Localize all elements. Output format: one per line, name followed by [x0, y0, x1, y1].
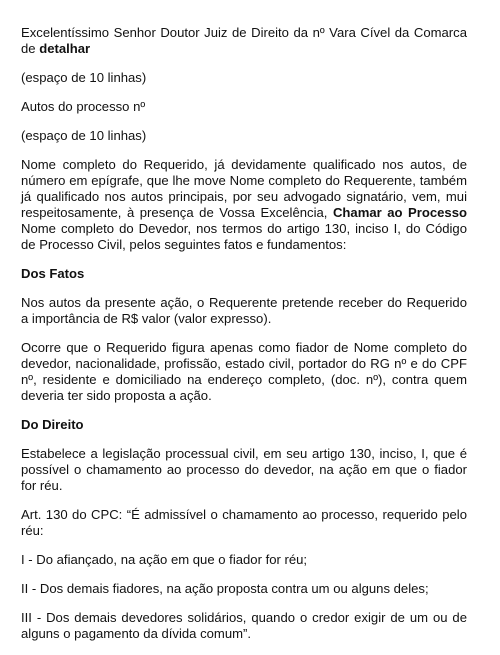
facts-heading: Dos Fatos — [21, 266, 85, 281]
blank-space-note: (espaço de 10 linhas) — [21, 70, 147, 85]
intro-paragraph — [21, 157, 467, 253]
law-heading: Do Direito — [21, 417, 84, 432]
court-address-text: Excelentíssimo Senhor Doutor Juiz de Direito da nº Vara Cível da Comarca de — [21, 25, 467, 56]
law-item: I - Do afiançado, na ação em que o fiador for réu; — [21, 552, 308, 567]
court-address-placeholder: detalhar — [39, 41, 91, 56]
facts-paragraph: Nos autos da presente ação, o Requerente pretende receber do Requerido a importância de R$ valor (valor expresso). — [21, 295, 467, 326]
law-item: III - Dos demais devedores solidários, quando o credor exigir de um ou de alguns o pagamento da dívida comum”. — [21, 610, 467, 641]
legal-document — [21, 25, 467, 655]
intro-action-title: Chamar ao Processo — [332, 205, 467, 220]
law-item: II - Dos demais fiadores, na ação proposta contra um ou alguns deles; — [21, 581, 429, 596]
process-number: Autos do processo nº — [21, 99, 146, 114]
law-article-quote: Art. 130 do CPC: “É admissível o chamamento ao processo, requerido pelo réu: — [21, 507, 467, 538]
facts-paragraph: Ocorre que o Requerido figura apenas como fiador de Nome completo do devedor, nacionalidade, profissão, estado civil, portador do RG nº e do CPF nº, residente e domiciliado na endereço completo, (doc. nº), contra quem deveria ter sido proposta a ação. — [21, 340, 467, 403]
intro-text-after: Nome completo do Devedor, nos termos do artigo 130, inciso I, do Código de Processo Civil, pelos seguintes fatos e fundamentos: — [21, 221, 467, 252]
blank-space-note: (espaço de 10 linhas) — [21, 128, 147, 143]
law-paragraph: Estabelece a legislação processual civil, em seu artigo 130, inciso, I, que é possível o chamamento ao processo do devedor, na ação em que o fiador for réu. — [21, 446, 467, 493]
intro-text-before: Nome completo do Requerido, já devidamente qualificado nos autos, de número em epígrafe, que lhe move Nome completo do Requerente, também já qualificado nos autos principais, por seu advogado signatário, vem, mui respeitosamente, à presença de Vossa Excelência, — [21, 157, 467, 220]
court-address — [21, 25, 467, 57]
